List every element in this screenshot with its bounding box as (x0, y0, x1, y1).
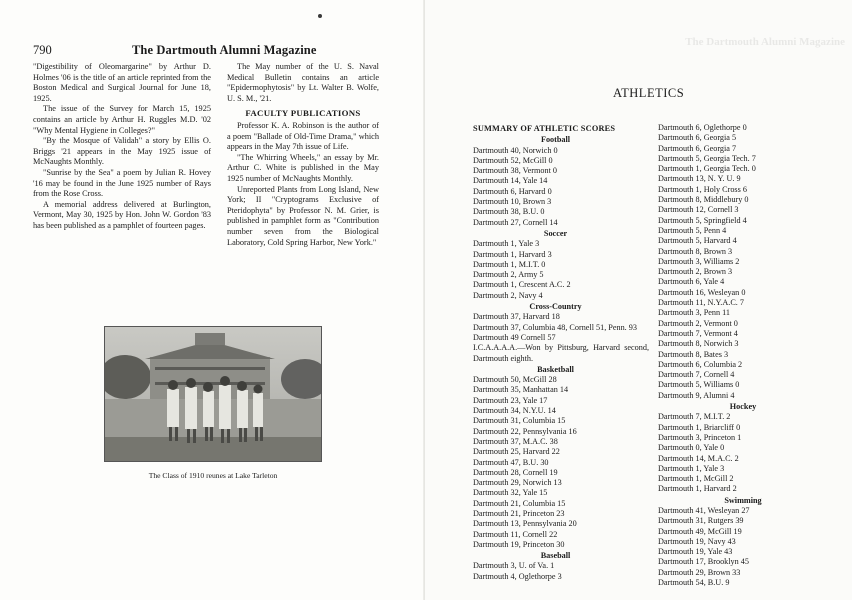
score-row: Dartmouth 16, Wesleyan 0 (658, 287, 746, 297)
hockey-heading: Hockey (729, 402, 757, 412)
athletics-title: ATHLETICS (613, 86, 685, 100)
running-head: The Dartmouth Alumni Magazine (132, 43, 317, 57)
score-row: Dartmouth 3, Penn 11 (658, 308, 731, 318)
score-row: Dartmouth 1, M.I.T. 0 (473, 259, 546, 269)
score-row: Dartmouth 6, Columbia 2 (658, 359, 743, 369)
score-row: Dartmouth 22, Pennsylvania 16 (473, 426, 577, 436)
show-through-header: The Dartmouth Alumni Magazine (685, 36, 845, 48)
football-heading: Football (540, 135, 571, 145)
paragraph: "Digestibility of Oleomargarine" by Arthur D. Holmes '06 is the title of an article reprinted from the Boston Medical and Surgical Journal for June 18, 1925. (33, 62, 211, 103)
score-row: Dartmouth 11, N.Y.A.C. 7 (658, 298, 744, 308)
score-row: Dartmouth 54, B.U. 9 (658, 578, 730, 588)
left-page (0, 0, 425, 600)
score-row: Dartmouth 27, Cornell 14 (473, 217, 558, 227)
paragraph: "Sunrise by the Sea" a poem by Julian R. Hovey '16 may be found in the June 1925 number of Rays from the Rose Cross. (33, 167, 211, 199)
score-row: Dartmouth 10, Brown 3 (473, 197, 552, 207)
score-row: Dartmouth 6, Georgia 7 (658, 143, 737, 153)
score-row: Dartmouth 29, Norwich 13 (473, 478, 562, 488)
score-row: Dartmouth 49 Cornell 57 (473, 332, 556, 342)
score-row: Dartmouth 17, Brooklyn 45 (658, 557, 749, 567)
paragraph: Unreported Plants from Long Island, New York; II "Cryptograms Exclusive of Pteridophyta" by Professor N. M. Grier, is published in pamphlet form as "Contribution number seven from the Biological Laboratory, Cold Spring Harbor, New York." (227, 184, 379, 247)
score-row: Dartmouth 29, Brown 33 (658, 567, 741, 577)
paragraph: Professor K. A. Robinson is the author of a poem "Ballade of Old-Time Drama," which appears in the May 7th issue of Life. (227, 120, 379, 152)
score-row: Dartmouth 0, Yale 0 (658, 443, 725, 453)
score-row: Dartmouth 38, Vermont 0 (473, 166, 557, 176)
score-row: Dartmouth 13, N. Y. U. 9 (658, 174, 741, 184)
score-row: Dartmouth 28, Cornell 19 (473, 467, 558, 477)
score-row: Dartmouth 1, Georgia Tech. 0 (658, 164, 756, 174)
page-number: 790 (33, 43, 52, 57)
score-row: Dartmouth 3, Princeton 1 (658, 432, 742, 442)
score-row: Dartmouth 52, McGill 0 (473, 155, 553, 165)
paragraph: A memorial address delivered at Burlington, Vermont, May 30, 1925 by Hon. John W. Gordon '83 has been published as a pamphlet of fourteen pages. (33, 199, 211, 230)
score-row: Dartmouth 6, Oglethorpe 0 (658, 123, 747, 132)
score-row: Dartmouth 14, M.A.C. 2 (658, 453, 739, 463)
swimming-heading: Swimming (724, 495, 762, 505)
score-row: I.C.A.A.A.A.—Won by Pittsburg, Harvard second, Dartmouth eighth. (473, 343, 649, 363)
score-row: Dartmouth 3, Williams 2 (658, 256, 740, 266)
faculty-publications-heading: FACULTY PUBLICATIONS (245, 108, 361, 119)
left-column-2 (227, 62, 379, 248)
score-row: Dartmouth 13, Pennsylvania 20 (473, 519, 577, 529)
score-row: Dartmouth 21, Princeton 23 (473, 508, 565, 518)
score-row: Dartmouth 21, Columbia 15 (473, 498, 566, 508)
baseball-heading: Baseball (540, 551, 571, 561)
score-row: Dartmouth 1, McGill 2 (658, 474, 734, 484)
score-row: Dartmouth 1, Harvard 3 (473, 249, 552, 259)
soccer-heading: Soccer (543, 228, 568, 238)
score-row: Dartmouth 1, Harvard 2 (658, 484, 737, 494)
score-row: Dartmouth 37, M.A.C. 38 (473, 436, 558, 446)
photo-caption: The Class of 1910 reunes at Lake Tarleton (148, 471, 278, 480)
paragraph: The issue of the Survey for March 15, 1925 contains an article by Arthur H. Ruggles M.D. '02 "Why Mental Hygiene in Colleges?" (33, 104, 211, 135)
score-row: Dartmouth 6, Harvard 0 (473, 186, 552, 196)
score-row: Dartmouth 9, Alumni 4 (658, 390, 735, 400)
score-row: Dartmouth 50, McGill 28 (473, 375, 557, 385)
score-row: Dartmouth 5, Georgia Tech. 7 (658, 153, 756, 163)
score-row: Dartmouth 14, Yale 14 (473, 176, 548, 186)
scores-column-2 (658, 123, 848, 588)
score-row: Dartmouth 7, Vermont 4 (658, 328, 738, 338)
score-row: Dartmouth 7, Cornell 4 (658, 370, 735, 380)
score-row: Dartmouth 34, N.Y.U. 14 (473, 406, 556, 416)
score-row: Dartmouth 2, Army 5 (473, 270, 544, 280)
score-row: Dartmouth 31, Rutgers 39 (658, 516, 744, 526)
score-row: Dartmouth 47, B.U. 30 (473, 457, 549, 467)
score-row: Dartmouth 35, Manhattan 14 (473, 385, 569, 395)
left-column-1 (33, 62, 211, 232)
score-row: Dartmouth 19, Princeton 30 (473, 539, 565, 549)
score-row: Dartmouth 1, Yale 3 (658, 463, 725, 473)
score-row: Dartmouth 37, Columbia 48, Cornell 51, Penn. 93 (473, 322, 637, 332)
score-row: Dartmouth 1, Holy Cross 6 (658, 184, 747, 194)
score-row: Dartmouth 5, Williams 0 (658, 380, 740, 390)
score-row: Dartmouth 6, Yale 4 (658, 277, 725, 287)
paragraph: "The Whirring Wheels," an essay by Mr. Arthur C. White is published in the May 1925 number of McNaughts Monthly. (227, 152, 379, 183)
right-page (425, 0, 852, 600)
reunion-photo-image (105, 327, 322, 462)
score-row: Dartmouth 2, Navy 4 (473, 290, 543, 300)
score-row: Dartmouth 4, Oglethorpe 3 (473, 571, 562, 581)
score-row: Dartmouth 19, Navy 43 (658, 536, 736, 546)
score-row: Dartmouth 38, B.U. 0 (473, 207, 545, 217)
paragraph: "By the Mosque of Validah" a story by Ellis O. Briggs '21 appears in the May 1925 issue of McNaughts Monthly. (33, 136, 211, 167)
score-row: Dartmouth 2, Vermont 0 (658, 318, 738, 328)
score-row: Dartmouth 40, Norwich 0 (473, 145, 558, 155)
score-row: Dartmouth 2, Brown 3 (658, 267, 733, 277)
score-row: Dartmouth 1, Yale 3 (473, 239, 540, 249)
score-row: Dartmouth 11, Cornell 22 (473, 529, 558, 539)
score-row: Dartmouth 23, Yale 17 (473, 395, 548, 405)
score-row: Dartmouth 8, Brown 3 (658, 246, 733, 256)
score-row: Dartmouth 1, Crescent A.C. 2 (473, 280, 571, 290)
score-row: Dartmouth 31, Columbia 15 (473, 416, 566, 426)
scores-column-1 (473, 124, 658, 582)
score-row: Dartmouth 8, Norwich 3 (658, 339, 739, 349)
score-row: Dartmouth 32, Yale 15 (473, 488, 548, 498)
score-row: Dartmouth 5, Harvard 4 (658, 236, 737, 246)
reunion-photo (104, 326, 322, 462)
score-row: Dartmouth 5, Springfield 4 (658, 215, 747, 225)
score-row: Dartmouth 5, Penn 4 (658, 225, 727, 235)
cross-country-heading: Cross-Country (529, 302, 582, 312)
score-row: Dartmouth 8, Middlebury 0 (658, 195, 749, 205)
score-row: Dartmouth 25, Harvard 22 (473, 447, 560, 457)
score-row: Dartmouth 1, Briarcliff 0 (658, 422, 741, 432)
score-row: Dartmouth 6, Georgia 5 (658, 133, 737, 143)
print-speck (318, 14, 322, 18)
score-row: Dartmouth 19, Yale 43 (658, 547, 733, 557)
score-row: Dartmouth 49, McGill 19 (658, 526, 742, 536)
paragraph: The May number of the U. S. Naval Medical Bulletin contains an article "Epidermophytosis" by Lt. Walter B. Wolfe, U. S. M., '21. (227, 62, 379, 103)
score-row: Dartmouth 7, M.I.T. 2 (658, 412, 731, 422)
score-row: Dartmouth 3, U. of Va. 1 (473, 561, 555, 571)
basketball-heading: Basketball (537, 364, 574, 374)
score-row: Dartmouth 41, Wesleyan 27 (658, 505, 750, 515)
summary-title: SUMMARY OF ATHLETIC SCORES (473, 124, 616, 133)
score-row: Dartmouth 12, Cornell 3 (658, 205, 739, 215)
score-row: Dartmouth 8, Bates 3 (658, 349, 729, 359)
score-row: Dartmouth 37, Harvard 18 (473, 312, 560, 322)
